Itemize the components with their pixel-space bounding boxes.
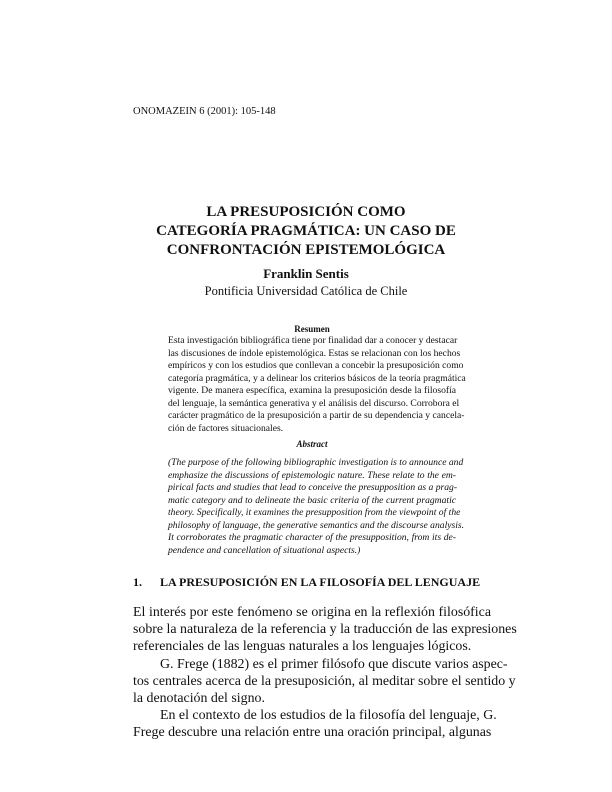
body-line: tos centrales acerca de la presuposición, al meditar sobre el sentido y [133, 673, 516, 689]
section-number: 1. [133, 575, 142, 589]
resumen-line: Esta investigación bibliográfica tiene por finalidad dar a conocer y destacar [168, 335, 458, 346]
resumen-line: ción de factores situacionales. [168, 422, 284, 434]
body-line: sobre la naturaleza de la referencia y la traducción de las expresiones [133, 622, 517, 638]
abstract-line: It corroborates the pragmatic character of the presupposition, from its de- [168, 532, 456, 543]
body-line: la denotación del signo. [133, 691, 265, 707]
resumen-heading: Resumen [294, 324, 330, 334]
body-line: G. Frege (1882) es el primer filósofo que discute varios aspec- [160, 656, 508, 672]
author-affiliation: Pontificia Universidad Católica de Chile [204, 284, 408, 298]
abstract-line: matic category and to delineate the basic criteria of the current pragmatic [168, 494, 456, 506]
resumen-line: las discusiones de índole epistemológica. Estas se relacionan con los hechos [168, 347, 461, 359]
article-title [120, 203, 492, 260]
body-text [133, 604, 517, 742]
body-line: referenciales de las lenguas naturales a los lenguajes lógicos. [133, 639, 472, 655]
resumen-line: del lenguaje, la semántica generativa y el análisis del discurso. Corrobora el [168, 397, 460, 409]
resumen-line: empíricos y con los estudios que conllevan a concebir la presuposición como [168, 360, 464, 371]
section-heading [133, 575, 480, 590]
section-title: LA PRESUPOSICIÓN EN LA FILOSOFÍA DEL LENGUAJE [160, 575, 481, 589]
abstract-heading: Abstract [296, 439, 328, 449]
resumen-line: carácter pragmático de la presuposición a partir de su dependencia y cancela- [168, 410, 465, 421]
abstract-line: philosophy of language, the generative semantics and the discourse analysis. [168, 519, 465, 531]
abstract-line: pirical facts and studies that lead to conceive the presupposition as a prag- [168, 482, 458, 493]
title-line: CATEGORÍA PRAGMÁTICA: UN CASO DE [156, 223, 456, 239]
body-line: Frege descubre una relación entre una oración principal, algunas [133, 725, 492, 741]
body-line: En el contexto de los estudios de la filosofía del lenguaje, G. [160, 708, 497, 724]
resumen-text [168, 335, 466, 435]
author-name: Franklin Sentis [263, 266, 349, 281]
abstract-text [168, 457, 465, 557]
running-head: ONOMAZEIN 6 (2001): 105-148 [133, 106, 276, 117]
resumen-line: vigente. De manera específica, examina la presuposición desde la filosofía [168, 385, 456, 396]
abstract-line: (The purpose of the following bibliographic investigation is to announce and [168, 457, 464, 468]
title-line: CONFRONTACIÓN EPISTEMOLÓGICA [166, 242, 446, 258]
abstract-line: theory. Specifically, it examines the presupposition from the viewpoint of the [168, 507, 461, 518]
body-line: El interés por este fenómeno se origina en la reflexión filosófica [133, 605, 491, 620]
title-line: LA PRESUPOSICIÓN COMO [206, 204, 406, 220]
resumen-line: categoría pragmática, y a delinear los criterios básicos de la teoría pragmática [168, 372, 466, 384]
abstract-line: emphasize the discussions of epistemologic nature. These relate to the em- [168, 469, 456, 481]
abstract-line: pendence and cancellation of situational aspects.) [168, 544, 361, 556]
